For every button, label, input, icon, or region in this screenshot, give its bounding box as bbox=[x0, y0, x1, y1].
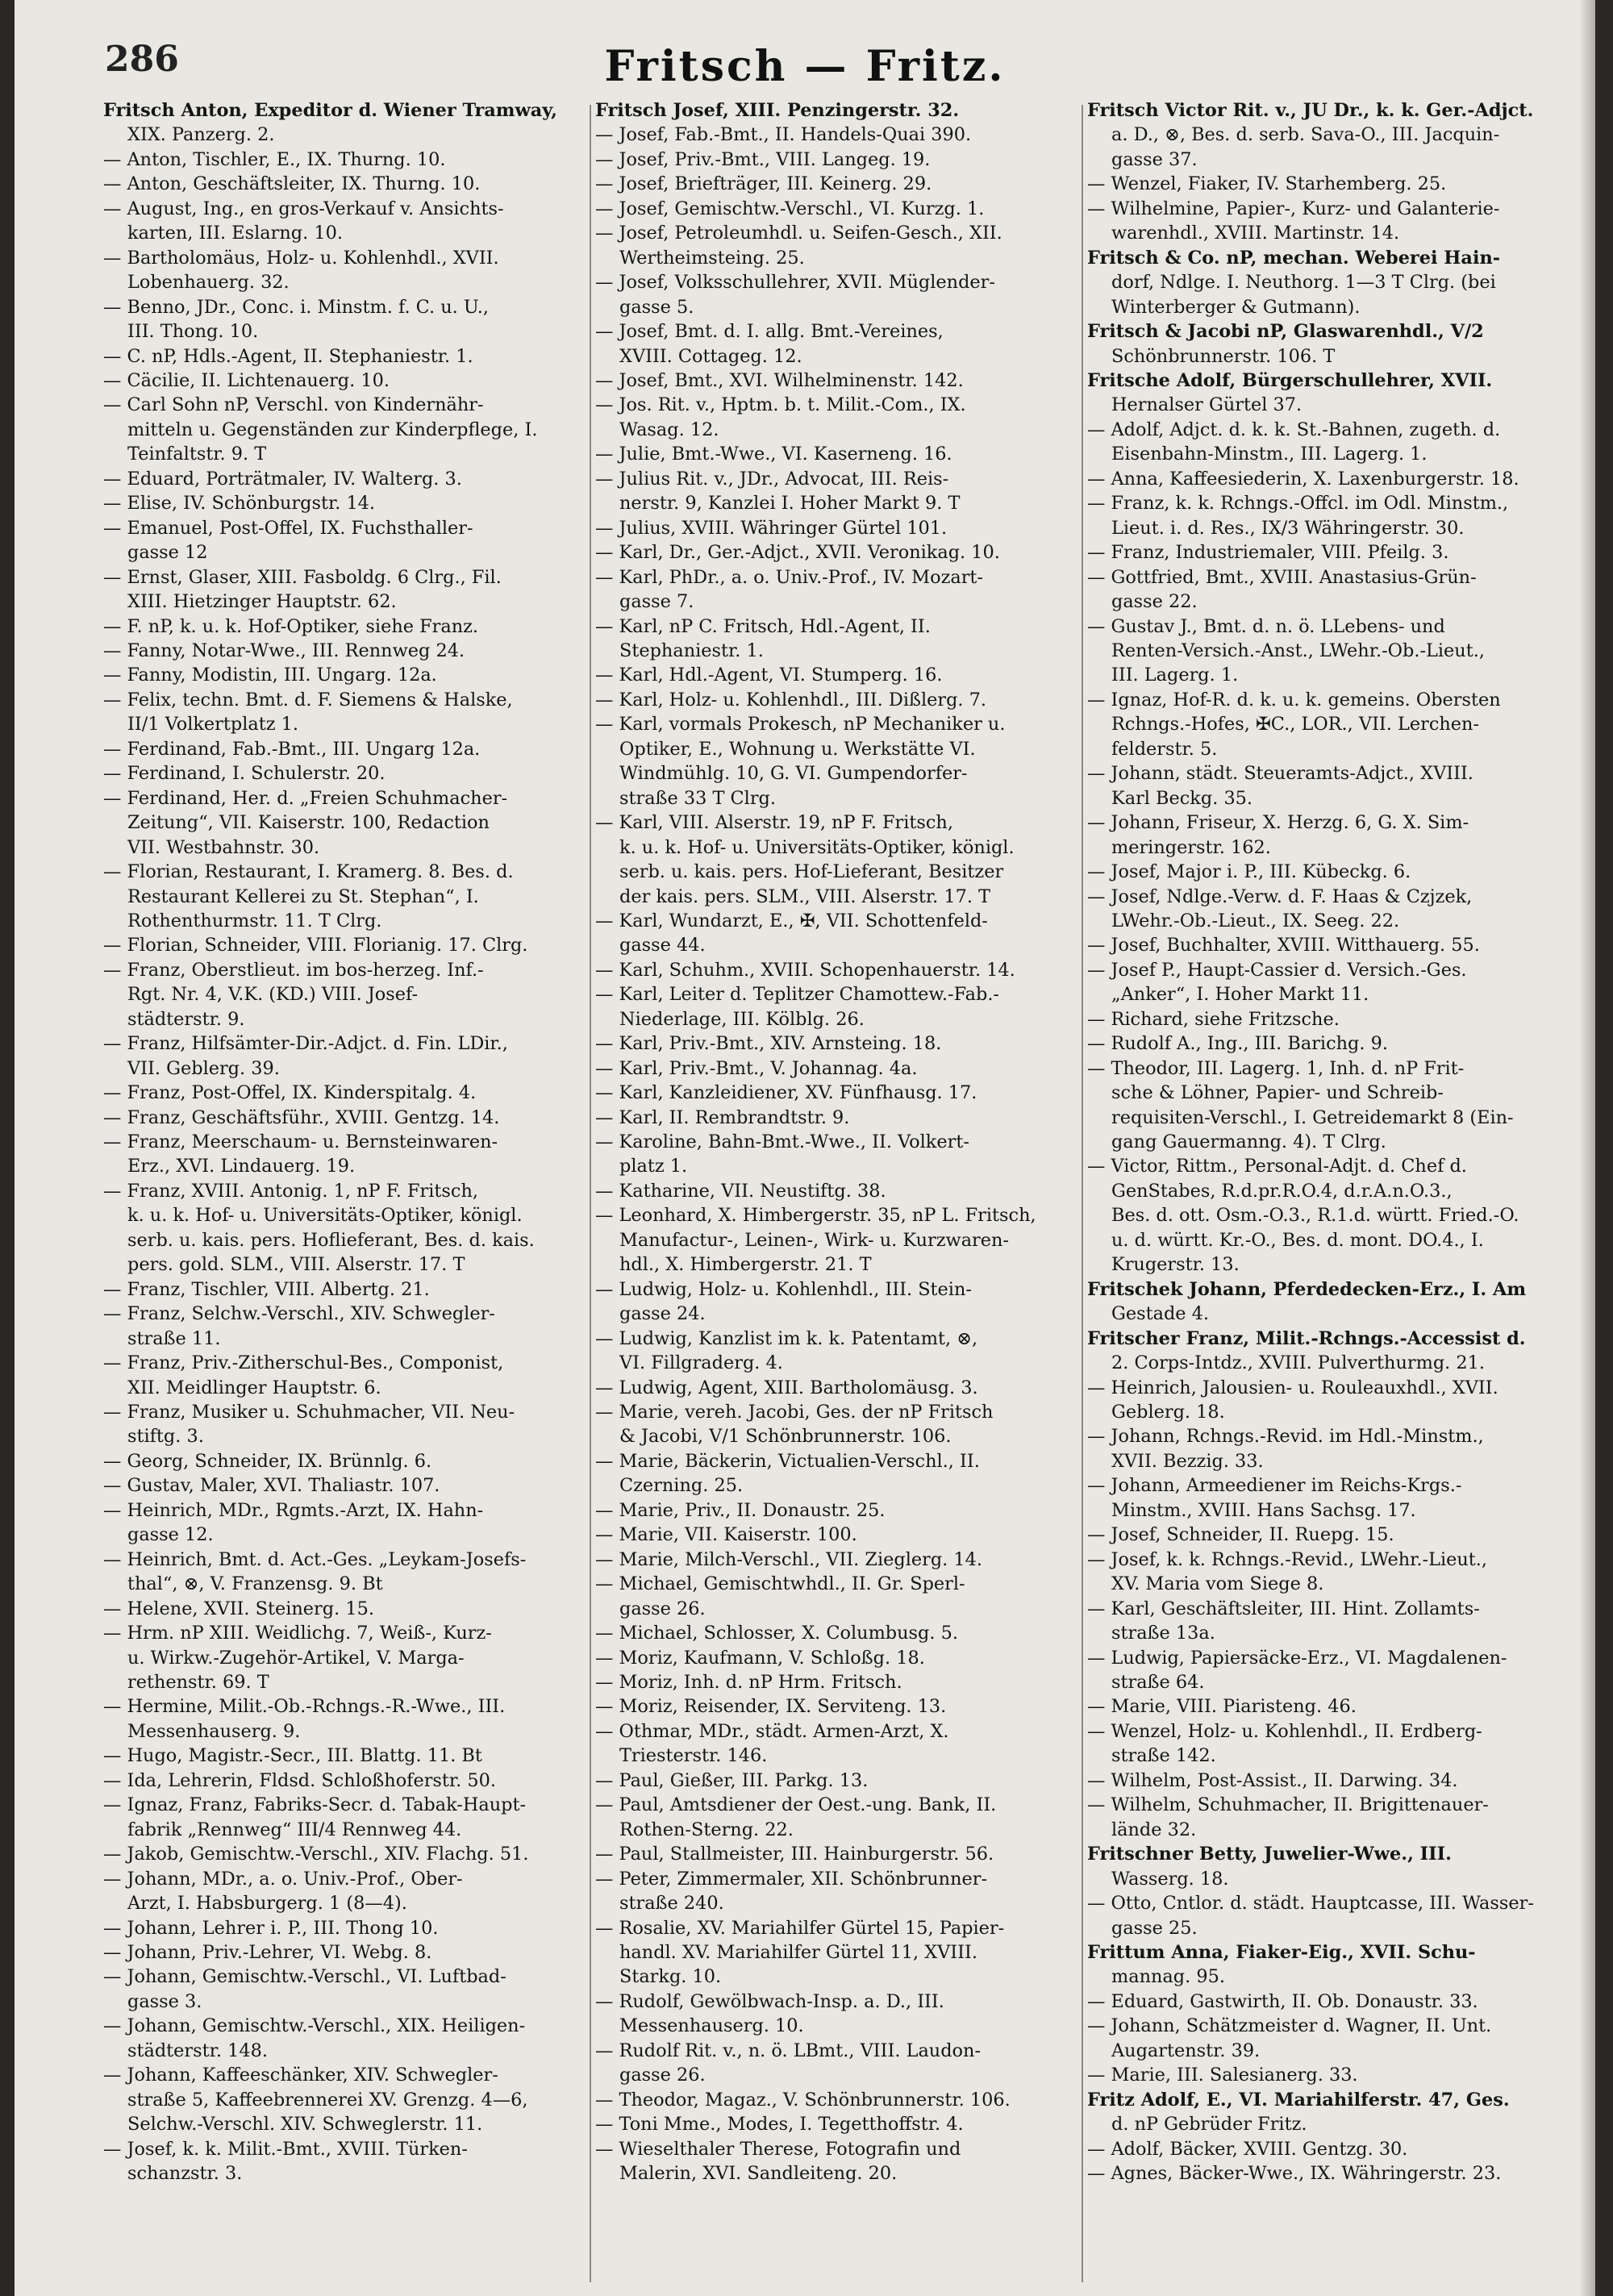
directory-entry: — Florian, Restaurant, I. Kramerg. 8. Bes. d. bbox=[103, 861, 514, 883]
directory-entry: — Peter, Zimmermaler, XII. Schönbrunner- bbox=[595, 1868, 988, 1890]
directory-entry: — Josef, Petroleumhdl. u. Seifen-Gesch., XII. bbox=[595, 223, 1002, 244]
directory-entry: — Ludwig, Kanzlist im k. k. Patentamt, ⊗, bbox=[595, 1327, 978, 1349]
directory-entry: — Josef, Priv.-Bmt., VIII. Langeg. 19. bbox=[595, 148, 931, 170]
directory-entry: — Franz, Musiker u. Schuhmacher, VII. Neu- bbox=[103, 1402, 515, 1423]
entry-continuation: Messenhauserg. 10. bbox=[619, 2015, 804, 2037]
column-1 bbox=[103, 98, 584, 2284]
directory-entry: — Karl, nP C. Fritsch, Hdl.-Agent, II. bbox=[595, 615, 931, 637]
directory-entry: — Johann, Rchngs.-Revid. im Hdl.-Minstm., bbox=[1087, 1426, 1484, 1448]
entry-continuation: a. D., ⊗, Bes. d. serb. Sava-O., III. Jacquin- bbox=[1111, 124, 1500, 146]
entry-continuation: Stephaniestr. 1. bbox=[619, 640, 764, 661]
directory-entry: — Marie, Milch-Verschl., VII. Zieglerg. 14. bbox=[595, 1548, 982, 1570]
directory-page bbox=[15, 0, 1595, 2296]
entry-continuation: Bes. d. ott. Osm.-O.3., R.1.d. württ. Fried.-O. bbox=[1111, 1205, 1519, 1227]
entry-continuation: Gestade 4. bbox=[1111, 1303, 1210, 1325]
directory-entry: — Karoline, Bahn-Bmt.-Wwe., II. Volkert- bbox=[595, 1131, 969, 1153]
entry-continuation: II/1 Volkertplatz 1. bbox=[127, 714, 298, 735]
directory-entry: — Karl, Schuhm., XVIII. Schopenhauerstr. 14. bbox=[595, 959, 1015, 981]
directory-entry: — Karl, Hdl.-Agent, VI. Stumperg. 16. bbox=[595, 665, 943, 686]
directory-entry: — Gustav J., Bmt. d. n. ö. LLebens- und bbox=[1087, 615, 1445, 637]
directory-entry: — Leonhard, X. Himbergerstr. 35, nP L. Fritsch, bbox=[595, 1205, 1036, 1227]
entry-continuation: gasse 3. bbox=[127, 1990, 202, 2012]
entry-continuation: Windmühlg. 10, G. VI. Gumpendorfer- bbox=[619, 763, 968, 785]
directory-entry: — Karl, Priv.-Bmt., XIV. Arnsteing. 18. bbox=[595, 1033, 942, 1055]
entry-continuation: VII. Westbahnstr. 30. bbox=[127, 836, 320, 858]
entry-continuation: Eisenbahn-Minstm., III. Lagerg. 1. bbox=[1111, 444, 1428, 465]
entry-continuation: gasse 26. bbox=[619, 2065, 706, 2086]
directory-entry: — Josef, Major i. P., III. Kübeckg. 6. bbox=[1087, 861, 1411, 883]
entry-continuation: Czerning. 25. bbox=[619, 1475, 744, 1497]
entry-continuation: straße 13a. bbox=[1111, 1623, 1215, 1644]
directory-entry: — Johann, städt. Steueramts-Adjct., XVIII. bbox=[1087, 763, 1473, 785]
directory-entry: — Josef, Briefträger, III. Keinerg. 29. bbox=[595, 173, 932, 195]
directory-entry: — Paul, Gießer, III. Parkg. 13. bbox=[595, 1769, 869, 1791]
directory-entry: — Agnes, Bäcker-Wwe., IX. Währingerstr. 23. bbox=[1087, 2163, 1502, 2185]
entry-continuation: Erz., XVI. Lindauerg. 19. bbox=[127, 1156, 356, 1177]
entry-continuation: gasse 44. bbox=[619, 935, 706, 956]
directory-entry: — Karl, Wundarzt, E., ✠, VII. Schottenfeld- bbox=[595, 910, 988, 931]
directory-entry: — Josef, Schneider, II. Ruepg. 15. bbox=[1087, 1524, 1394, 1546]
entry-continuation: gasse 25. bbox=[1111, 1917, 1198, 1939]
entry-continuation: Rgt. Nr. 4, V.K. (KD.) VIII. Josef- bbox=[127, 984, 419, 1006]
directory-entry: — Florian, Schneider, VIII. Florianig. 17. Clrg. bbox=[103, 935, 528, 956]
surname-heading-entry: Fritschek Johann, Pferdedecken-Erz., I. Am bbox=[1087, 1278, 1527, 1300]
directory-entry: — Hugo, Magistr.-Secr., III. Blattg. 11. Bt bbox=[103, 1745, 482, 1767]
entry-continuation: Rothen-Sterng. 22. bbox=[619, 1819, 794, 1840]
directory-entry: — Adolf, Adjct. d. k. k. St.-Bahnen, zugeth. d. bbox=[1087, 419, 1501, 440]
directory-entry: — Otto, Cntlor. d. städt. Hauptcasse, III. Wasser- bbox=[1087, 1893, 1534, 1915]
entry-continuation: Niederlage, III. Kölblg. 26. bbox=[619, 1008, 865, 1030]
directory-entry: — Rudolf, Gewölbwach-Insp. a. D., III. bbox=[595, 1990, 944, 2012]
directory-entry: — Johann, Lehrer i. P., III. Thong 10. bbox=[103, 1917, 439, 1939]
directory-entry: — Fanny, Modistin, III. Ungarg. 12a. bbox=[103, 665, 437, 686]
directory-entry: — Marie, Bäckerin, Victualien-Verschl., II. bbox=[595, 1450, 980, 1472]
directory-entry: — Othmar, MDr., städt. Armen-Arzt, X. bbox=[595, 1720, 949, 1742]
entry-continuation: Winterberger & Gutmann). bbox=[1111, 296, 1361, 318]
entry-continuation: Schönbrunnerstr. 106. T bbox=[1111, 345, 1336, 367]
entry-continuation: Augartenstr. 39. bbox=[1111, 2040, 1261, 2061]
entry-continuation: gasse 12 bbox=[127, 542, 208, 564]
entry-continuation: Selchw.-Verschl. XIV. Schweglerstr. 11. bbox=[127, 2114, 483, 2136]
column-3 bbox=[1087, 98, 1568, 2284]
directory-entry: — Heinrich, Jalousien- u. Rouleauxhdl., XVII. bbox=[1087, 1377, 1498, 1398]
entry-continuation: Rothenthurmstr. 11. T Clrg. bbox=[127, 910, 382, 931]
directory-entry: — Julius Rit. v., JDr., Advocat, III. Reis- bbox=[595, 468, 949, 490]
directory-entry: — Karl, Holz- u. Kohlenhdl., III. Dißlerg. 7. bbox=[595, 689, 986, 710]
directory-entry: — Wilhelm, Schuhmacher, II. Brigittenauer- bbox=[1087, 1794, 1489, 1816]
entry-continuation: Restaurant Kellerei zu St. Stephan“, I. bbox=[127, 885, 479, 907]
directory-entry: — Ignaz, Hof-R. d. k. u. k. gemeins. Obersten bbox=[1087, 689, 1501, 710]
directory-entry: — Marie, Priv., II. Donaustr. 25. bbox=[595, 1499, 886, 1521]
entry-continuation: XIX. Panzerg. 2. bbox=[127, 124, 275, 146]
entry-continuation: warenhdl., XVIII. Martinstr. 14. bbox=[1111, 223, 1400, 244]
entry-continuation: serb. u. kais. pers. Hoflieferant, Bes. d. kais. bbox=[127, 1229, 535, 1251]
directory-entry: — Benno, JDr., Conc. i. Minstm. f. C. u. U., bbox=[103, 296, 489, 318]
directory-entry: — Franz, Meerschaum- u. Bernsteinwaren- bbox=[103, 1131, 498, 1153]
surname-heading-entry: Fritsch Anton, Expeditor d. Wiener Tramway, bbox=[103, 100, 557, 121]
directory-entry: — Paul, Stallmeister, III. Hainburgerstr. 56. bbox=[595, 1844, 994, 1865]
directory-entry: — Josef, Fab.-Bmt., II. Handels-Quai 390. bbox=[595, 124, 972, 146]
directory-entry: — Carl Sohn nP, Verschl. von Kindernähr- bbox=[103, 394, 484, 416]
directory-entry: — Elise, IV. Schönburgstr. 14. bbox=[103, 493, 376, 515]
entry-continuation: dorf, Ndlge. I. Neuthorg. 1—3 T Clrg. (bei bbox=[1111, 272, 1496, 294]
directory-entry: — Johann, Schätzmeister d. Wagner, II. Unt. bbox=[1087, 2015, 1492, 2037]
directory-entry: — Johann, Gemischtw.-Verschl., VI. Luftbad- bbox=[103, 1966, 506, 1988]
directory-entry: — Franz, Geschäftsführ., XVIII. Gentzg. 14. bbox=[103, 1106, 500, 1128]
directory-entry: — Helene, XVII. Steinerg. 15. bbox=[103, 1598, 374, 1619]
entry-continuation: III. Thong. 10. bbox=[127, 321, 259, 343]
entry-continuation: Geblerg. 18. bbox=[1111, 1402, 1225, 1423]
directory-entry: — Wenzel, Fiaker, IV. Starhemberg. 25. bbox=[1087, 173, 1447, 195]
entry-continuation: städterstr. 148. bbox=[127, 2040, 268, 2061]
entry-continuation: GenStabes, R.d.pr.R.O.4, d.r.A.n.O.3., bbox=[1111, 1180, 1453, 1202]
entry-continuation: platz 1. bbox=[619, 1156, 688, 1177]
directory-entry: — Emanuel, Post-Offel, IX. Fuchsthaller- bbox=[103, 517, 473, 539]
entry-continuation: Malerin, XVI. Sandleiteng. 20. bbox=[619, 2163, 898, 2185]
entry-continuation: Teinfaltstr. 9. T bbox=[127, 444, 267, 465]
entry-continuation: Minstm., XVIII. Hans Sachsg. 17. bbox=[1111, 1499, 1416, 1521]
directory-entry: — Karl, Priv.-Bmt., V. Johannag. 4a. bbox=[595, 1057, 918, 1079]
entry-continuation: sche & Löhner, Papier- und Schreib- bbox=[1111, 1082, 1444, 1104]
entry-continuation: XVII. Bezzig. 33. bbox=[1111, 1450, 1264, 1472]
directory-entry: — C. nP, Hdls.-Agent, II. Stephaniestr. 1. bbox=[103, 345, 473, 367]
directory-entry: — Franz, Tischler, VIII. Albertg. 21. bbox=[103, 1278, 430, 1300]
directory-entry: — Bartholomäus, Holz- u. Kohlenhdl., XVII. bbox=[103, 247, 499, 269]
surname-heading-entry: Frittum Anna, Fiaker-Eig., XVII. Schu- bbox=[1087, 1941, 1476, 1963]
directory-entry: — Josef, Ndlge.-Verw. d. F. Haas & Czjzek, bbox=[1087, 885, 1473, 907]
entry-continuation: XIII. Hietzinger Hauptstr. 62. bbox=[127, 591, 397, 613]
surname-heading-entry: Fritsch Josef, XIII. Penzingerstr. 32. bbox=[595, 100, 960, 121]
entry-continuation: straße 240. bbox=[619, 1893, 724, 1915]
directory-entry: — Wenzel, Holz- u. Kohlenhdl., II. Erdberg- bbox=[1087, 1720, 1482, 1742]
directory-entry: — Johann, Priv.-Lehrer, VI. Webg. 8. bbox=[103, 1941, 432, 1963]
directory-entry: — Johann, Friseur, X. Herzg. 6, G. X. Sim- bbox=[1087, 812, 1469, 834]
entry-continuation: der kais. pers. SLM., VIII. Alserstr. 17. T bbox=[619, 885, 991, 907]
entry-continuation: 2. Corps-Intdz., XVIII. Pulverthurmg. 21. bbox=[1111, 1352, 1486, 1374]
entry-continuation: Karl Beckg. 35. bbox=[1111, 787, 1253, 809]
directory-entry: — Heinrich, MDr., Rgmts.-Arzt, IX. Hahn- bbox=[103, 1499, 484, 1521]
entry-continuation: gasse 7. bbox=[619, 591, 694, 613]
directory-entry: — Rosalie, XV. Mariahilfer Gürtel 15, Papier- bbox=[595, 1917, 1005, 1939]
directory-entry: — Rudolf Rit. v., n. ö. LBmt., VIII. Laudon- bbox=[595, 2040, 982, 2061]
entry-continuation: gasse 37. bbox=[1111, 148, 1198, 170]
surname-heading-entry: Fritsch Victor Rit. v., JU Dr., k. k. Ger.-Adjct. bbox=[1087, 100, 1534, 121]
directory-entry: — Franz, Post-Offel, IX. Kinderspitalg. 4. bbox=[103, 1082, 477, 1104]
directory-entry: — Josef P., Haupt-Cassier d. Versich.-Ges. bbox=[1087, 959, 1467, 981]
directory-entry: — F. nP, k. u. k. Hof-Optiker, siehe Franz. bbox=[103, 615, 479, 637]
surname-heading-entry: Fritsch & Co. nP, mechan. Weberei Hain- bbox=[1087, 247, 1501, 269]
directory-entry: — Michael, Gemischtwhdl., II. Gr. Sperl- bbox=[595, 1573, 965, 1595]
directory-entry: — Ludwig, Agent, XIII. Bartholomäusg. 3. bbox=[595, 1377, 978, 1398]
directory-entry: — Franz, Priv.-Zitherschul-Bes., Componist, bbox=[103, 1352, 504, 1374]
entry-continuation: VI. Fillgraderg. 4. bbox=[619, 1352, 783, 1374]
entry-continuation: u. Wirkw.-Zugehör-Artikel, V. Marga- bbox=[127, 1647, 465, 1669]
directory-entry: — Hrm. nP XIII. Weidlichg. 7, Weiß-, Kurz- bbox=[103, 1623, 492, 1644]
directory-entry: — Franz, Industriemaler, VIII. Pfeilg. 3. bbox=[1087, 542, 1449, 564]
directory-entry: — Ferdinand, Fab.-Bmt., III. Ungarg 12a. bbox=[103, 738, 481, 760]
entry-continuation: III. Lagerg. 1. bbox=[1111, 665, 1239, 686]
entry-continuation: XV. Maria vom Siege 8. bbox=[1111, 1573, 1324, 1595]
directory-entry: — Victor, Rittm., Personal-Adjt. d. Chef d. bbox=[1087, 1156, 1467, 1177]
directory-entry: — Ida, Lehrerin, Fldsd. Schloßhoferstr. 50. bbox=[103, 1769, 496, 1791]
directory-entry: — Jos. Rit. v., Hptm. b. t. Milit.-Com., IX. bbox=[595, 394, 966, 416]
entry-continuation: Triesterstr. 146. bbox=[619, 1745, 768, 1767]
entry-continuation: gang Gauermanng. 4). T Clrg. bbox=[1111, 1131, 1386, 1153]
directory-entry: — Josef, k. k. Milit.-Bmt., XVIII. Türken- bbox=[103, 2138, 468, 2160]
directory-entry: — Gottfried, Bmt., XVIII. Anastasius-Grün- bbox=[1087, 566, 1477, 588]
directory-entry: — Franz, Selchw.-Verschl., XIV. Schwegler- bbox=[103, 1303, 495, 1325]
entry-continuation: gasse 5. bbox=[619, 296, 694, 318]
entry-continuation: meringerstr. 162. bbox=[1111, 836, 1271, 858]
directory-entry: — Marie, VIII. Piaristeng. 46. bbox=[1087, 1696, 1357, 1718]
column-divider bbox=[590, 105, 591, 2282]
directory-entry: — Paul, Amtsdiener der Oest.-ung. Bank, II. bbox=[595, 1794, 997, 1816]
directory-entry: — Rudolf A., Ing., III. Barichg. 9. bbox=[1087, 1033, 1388, 1055]
entry-continuation: requisiten-Verschl., I. Getreidemarkt 8 (Ein- bbox=[1111, 1106, 1514, 1128]
entry-continuation: lände 32. bbox=[1111, 1819, 1197, 1840]
entry-continuation: nerstr. 9, Kanzlei I. Hoher Markt 9. T bbox=[619, 493, 961, 515]
directory-entry: — Karl, vormals Prokesch, nP Mechaniker u. bbox=[595, 714, 1006, 735]
entry-continuation: gasse 22. bbox=[1111, 591, 1198, 613]
directory-entry: — Heinrich, Bmt. d. Act.-Ges. „Leykam-Josefs- bbox=[103, 1548, 527, 1570]
entry-continuation: Zeitung“, VII. Kaiserstr. 100, Redaction bbox=[127, 812, 490, 834]
directory-entry: — Gustav, Maler, XVI. Thaliastr. 107. bbox=[103, 1475, 440, 1497]
directory-entry: — Josef, Bmt., XVI. Wilhelminenstr. 142. bbox=[595, 369, 964, 391]
directory-entry: — Ferdinand, I. Schulerstr. 20. bbox=[103, 763, 386, 785]
entry-continuation: gasse 12. bbox=[127, 1524, 214, 1546]
directory-entry: — Karl, Geschäftsleiter, III. Hint. Zollamts- bbox=[1087, 1598, 1480, 1619]
directory-entry: — Karl, II. Rembrandtstr. 9. bbox=[595, 1106, 850, 1128]
entry-continuation: schanzstr. 3. bbox=[127, 2163, 243, 2185]
directory-entry: — Ludwig, Holz- u. Kohlenhdl., III. Stein- bbox=[595, 1278, 972, 1300]
entry-continuation: Wasag. 12. bbox=[619, 419, 719, 440]
entry-continuation: stiftg. 3. bbox=[127, 1426, 204, 1448]
entry-continuation: Renten-Versich.-Anst., LWehr.-Ob.-Lieut., bbox=[1111, 640, 1485, 661]
entry-continuation: pers. gold. SLM., VIII. Alserstr. 17. T bbox=[127, 1254, 465, 1276]
entry-continuation: felderstr. 5. bbox=[1111, 738, 1218, 760]
entry-continuation: mannag. 95. bbox=[1111, 1966, 1225, 1988]
directory-entry: — Katharine, VII. Neustiftg. 38. bbox=[595, 1180, 886, 1202]
directory-entry: — Moriz, Inh. d. nP Hrm. Fritsch. bbox=[595, 1672, 902, 1693]
directory-entry: — Johann, Armeediener im Reichs-Krgs.- bbox=[1087, 1475, 1462, 1497]
directory-entry: — Hermine, Milit.-Ob.-Rchngs.-R.-Wwe., III. bbox=[103, 1696, 506, 1718]
directory-entry: — Moriz, Kaufmann, V. Schloßg. 18. bbox=[595, 1647, 925, 1669]
directory-entry: — Anton, Tischler, E., IX. Thurng. 10. bbox=[103, 148, 446, 170]
directory-entry: — Marie, III. Salesianerg. 33. bbox=[1087, 2065, 1358, 2086]
directory-entry: — Karl, PhDr., a. o. Univ.-Prof., IV. Mozart- bbox=[595, 566, 983, 588]
entry-continuation: rethenstr. 69. T bbox=[127, 1672, 269, 1693]
directory-entry: — Julie, Bmt.-Wwe., VI. Kaserneng. 16. bbox=[595, 444, 952, 465]
directory-entry: — Georg, Schneider, IX. Brünnlg. 6. bbox=[103, 1450, 432, 1472]
page-number: 286 bbox=[105, 39, 179, 80]
entry-continuation: hdl., X. Himbergerstr. 21. T bbox=[619, 1254, 872, 1276]
directory-entry: — Jakob, Gemischtw.-Verschl., XIV. Flachg. 51. bbox=[103, 1844, 529, 1865]
entry-continuation: gasse 24. bbox=[619, 1303, 706, 1325]
entry-continuation: Optiker, E., Wohnung u. Werkstätte VI. bbox=[619, 738, 976, 760]
entry-continuation: Lieut. i. d. Res., IX/3 Währingerstr. 30. bbox=[1111, 517, 1465, 539]
directory-entry: — Anton, Geschäftsleiter, IX. Thurng. 10. bbox=[103, 173, 481, 195]
directory-entry: — Wieselthaler Therese, Fotografin und bbox=[595, 2138, 961, 2160]
entry-continuation: straße 142. bbox=[1111, 1745, 1216, 1767]
entry-continuation: Rchngs.-Hofes, ✠C., LOR., VII. Lerchen- bbox=[1111, 714, 1480, 735]
entry-continuation: Arzt, I. Habsburgerg. 1 (8—4). bbox=[127, 1893, 407, 1915]
directory-entry: — Karl, Leiter d. Teplitzer Chamottew.-Fab.- bbox=[595, 984, 999, 1006]
directory-entry: — Karl, VIII. Alserstr. 19, nP F. Fritsch, bbox=[595, 812, 953, 834]
surname-heading-entry: Fritschner Betty, Juwelier-Wwe., III. bbox=[1087, 1844, 1452, 1865]
entry-continuation: thal“, ⊗, V. Franzensg. 9. Bt bbox=[127, 1573, 383, 1595]
directory-entry: — Marie, vereh. Jacobi, Ges. der nP Fritsch bbox=[595, 1402, 994, 1423]
entry-continuation: Manufactur-, Leinen-, Wirk- u. Kurzwaren- bbox=[619, 1229, 1009, 1251]
entry-continuation: straße 5, Kaffeebrennerei XV. Grenzg. 4—6, bbox=[127, 2089, 528, 2111]
entry-continuation: karten, III. Eslarng. 10. bbox=[127, 223, 343, 244]
directory-entry: — Anna, Kaffeesiederin, X. Laxenburgerstr. 18. bbox=[1087, 468, 1519, 490]
directory-entry: — Ignaz, Franz, Fabriks-Secr. d. Tabak-Haupt- bbox=[103, 1794, 527, 1816]
entry-continuation: & Jacobi, V/1 Schönbrunnerstr. 106. bbox=[619, 1426, 952, 1448]
column-divider bbox=[1082, 105, 1083, 2282]
directory-entry: — Johann, Gemischtw.-Verschl., XIX. Heiligen- bbox=[103, 2015, 526, 2037]
directory-entry: — Richard, siehe Fritzsche. bbox=[1087, 1008, 1340, 1030]
directory-entry: — Josef, k. k. Rchngs.-Revid., LWehr.-Lieut., bbox=[1087, 1548, 1488, 1570]
directory-entry: — Marie, VII. Kaiserstr. 100. bbox=[595, 1524, 857, 1546]
entry-continuation: d. nP Gebrüder Fritz. bbox=[1111, 2114, 1307, 2136]
directory-entry: — Ferdinand, Her. d. „Freien Schuhmacher- bbox=[103, 787, 508, 809]
entry-continuation: städterstr. 9. bbox=[127, 1008, 245, 1030]
directory-entry: — Franz, k. k. Rchngs.-Offcl. im Odl. Minstm., bbox=[1087, 493, 1509, 515]
directory-entry: — Theodor, III. Lagerg. 1, Inh. d. nP Frit- bbox=[1087, 1057, 1465, 1079]
entry-continuation: fabrik „Rennweg“ III/4 Rennweg 44. bbox=[127, 1819, 462, 1840]
directory-entry: — Cäcilie, II. Lichtenauerg. 10. bbox=[103, 369, 390, 391]
surname-heading-entry: Fritz Adolf, E., VI. Mariahilferstr. 47, Ges. bbox=[1087, 2089, 1510, 2111]
entry-continuation: handl. XV. Mariahilfer Gürtel 11, XVIII. bbox=[619, 1941, 977, 1963]
entry-continuation: Lobenhauerg. 32. bbox=[127, 272, 290, 294]
entry-continuation: Wasserg. 18. bbox=[1111, 1868, 1229, 1890]
entry-continuation: LWehr.-Ob.-Lieut., IX. Seeg. 22. bbox=[1111, 910, 1400, 931]
entry-continuation: straße 11. bbox=[127, 1327, 221, 1349]
directory-entry: — August, Ing., en gros-Verkauf v. Ansichts- bbox=[103, 198, 504, 219]
entry-continuation: XII. Meidlinger Hauptstr. 6. bbox=[127, 1377, 381, 1398]
directory-entry: — Wilhelm, Post-Assist., II. Darwing. 34. bbox=[1087, 1769, 1458, 1791]
directory-entry: — Fanny, Notar-Wwe., III. Rennweg 24. bbox=[103, 640, 465, 661]
directory-entry: — Josef, Bmt. d. I. allg. Bmt.-Vereines, bbox=[595, 321, 944, 343]
directory-entry: — Moriz, Reisender, IX. Serviteng. 13. bbox=[595, 1696, 947, 1718]
entry-continuation: straße 33 T Clrg. bbox=[619, 787, 776, 809]
directory-entry: — Josef, Volksschullehrer, XVII. Müglender- bbox=[595, 272, 995, 294]
directory-entry: — Julius, XVIII. Währinger Gürtel 101. bbox=[595, 517, 948, 539]
directory-entry: — Eduard, Gastwirth, II. Ob. Donaustr. 33. bbox=[1087, 1990, 1478, 2012]
directory-entry: — Toni Mme., Modes, I. Tegetthoffstr. 4. bbox=[595, 2114, 964, 2136]
directory-entry: — Josef, Gemischtw.-Verschl., VI. Kurzg. 1. bbox=[595, 198, 985, 219]
surname-heading-entry: Fritsch & Jacobi nP, Glaswarenhdl., V/2 bbox=[1087, 321, 1484, 343]
entry-continuation: straße 64. bbox=[1111, 1672, 1205, 1693]
entry-continuation: Starkg. 10. bbox=[619, 1966, 722, 1988]
directory-entry: — Michael, Schlosser, X. Columbusg. 5. bbox=[595, 1623, 958, 1644]
directory-entry: — Karl, Kanzleidiener, XV. Fünfhausg. 17. bbox=[595, 1082, 977, 1104]
directory-entry: — Franz, Oberstlieut. im bos-herzeg. Inf.- bbox=[103, 959, 484, 981]
directory-entry: — Ernst, Glaser, XIII. Fasboldg. 6 Clrg., Fil. bbox=[103, 566, 502, 588]
directory-entry: — Felix, techn. Bmt. d. F. Siemens & Halske, bbox=[103, 689, 513, 710]
entry-continuation: VII. Geblerg. 39. bbox=[127, 1057, 280, 1079]
directory-entry: — Adolf, Bäcker, XVIII. Gentzg. 30. bbox=[1087, 2138, 1408, 2160]
entry-continuation: serb. u. kais. pers. Hof-Lieferant, Besitzer bbox=[619, 861, 1004, 883]
entry-continuation: Wertheimsteing. 25. bbox=[619, 247, 805, 269]
directory-entry: — Josef, Buchhalter, XVIII. Witthauerg. 55. bbox=[1087, 935, 1480, 956]
entry-continuation: k. u. k. Hof- u. Universitäts-Optiker, königl. bbox=[127, 1205, 523, 1227]
column-2 bbox=[595, 98, 1076, 2284]
directory-entry: — Johann, MDr., a. o. Univ.-Prof., Ober- bbox=[103, 1868, 463, 1890]
entry-continuation: mitteln u. Gegenständen zur Kinderpflege, I. bbox=[127, 419, 538, 440]
directory-entry: — Johann, Kaffeeschänker, XIV. Schwegler- bbox=[103, 2065, 498, 2086]
entry-continuation: XVIII. Cottageg. 12. bbox=[619, 345, 802, 367]
page-edge-shadow bbox=[1579, 0, 1595, 2296]
entry-continuation: Hernalser Gürtel 37. bbox=[1111, 394, 1302, 416]
entry-continuation: gasse 26. bbox=[619, 1598, 706, 1619]
entry-continuation: k. u. k. Hof- u. Universitäts-Optiker, königl. bbox=[619, 836, 1015, 858]
directory-entry: — Karl, Dr., Ger.-Adjct., XVII. Veronikag. 10. bbox=[595, 542, 1000, 564]
directory-entry: — Wilhelmine, Papier-, Kurz- und Galanterie- bbox=[1087, 198, 1500, 219]
running-head: Fritsch — Fritz. bbox=[604, 42, 1006, 91]
directory-entry: — Franz, Hilfsämter-Dir.-Adjct. d. Fin. LDir., bbox=[103, 1033, 508, 1055]
entry-continuation: Krugerstr. 13. bbox=[1111, 1254, 1240, 1276]
directory-entry: — Ludwig, Papiersäcke-Erz., VI. Magdalenen- bbox=[1087, 1647, 1507, 1669]
entry-continuation: „Anker“, I. Hoher Markt 11. bbox=[1111, 984, 1369, 1006]
directory-entry: — Theodor, Magaz., V. Schönbrunnerstr. 106. bbox=[595, 2089, 1011, 2111]
entry-continuation: u. d. württ. Kr.-O., Bes. d. mont. DO.4., I. bbox=[1111, 1229, 1484, 1251]
surname-heading-entry: Fritscher Franz, Milit.-Rchngs.-Accessist d. bbox=[1087, 1327, 1526, 1349]
directory-entry: — Eduard, Porträtmaler, IV. Walterg. 3. bbox=[103, 468, 462, 490]
directory-entry: — Franz, XVIII. Antonig. 1, nP F. Fritsch, bbox=[103, 1180, 478, 1202]
entry-continuation: Messenhauserg. 9. bbox=[127, 1720, 301, 1742]
surname-heading-entry: Fritsche Adolf, Bürgerschullehrer, XVII. bbox=[1087, 369, 1493, 391]
